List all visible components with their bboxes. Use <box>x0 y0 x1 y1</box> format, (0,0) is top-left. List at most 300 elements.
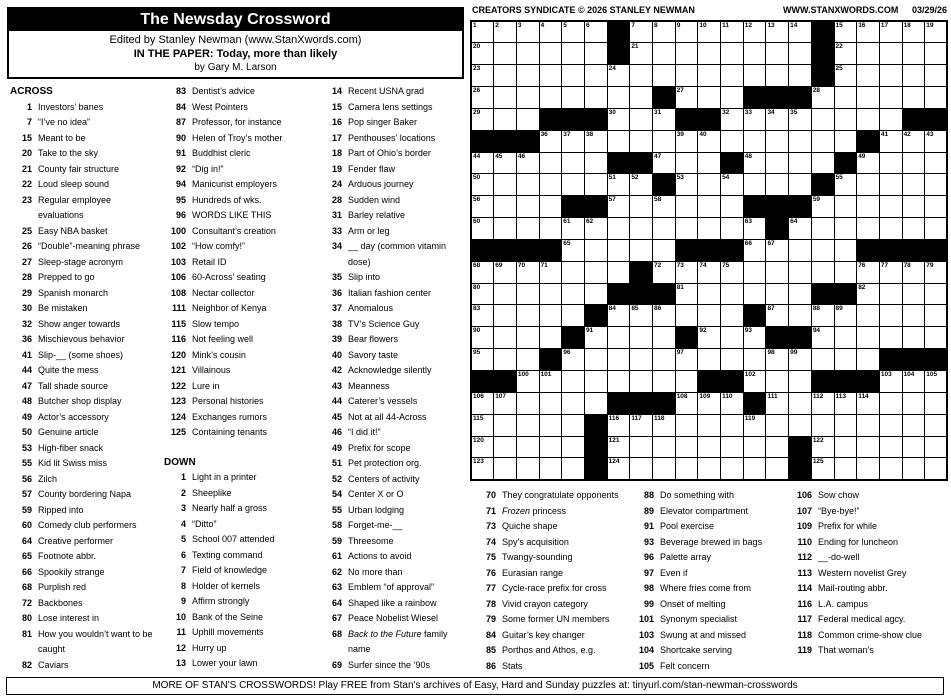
grid-cell[interactable] <box>698 392 721 414</box>
grid-cell[interactable] <box>879 130 902 152</box>
grid-cell[interactable] <box>857 21 880 43</box>
grid-cell[interactable] <box>766 392 789 414</box>
grid-cell[interactable] <box>743 436 766 458</box>
grid-cell[interactable] <box>925 458 948 480</box>
grid-cell[interactable] <box>471 349 494 371</box>
grid-cell[interactable] <box>516 261 539 283</box>
grid-cell[interactable] <box>879 152 902 174</box>
grid-cell[interactable] <box>630 130 653 152</box>
grid-cell[interactable] <box>698 436 721 458</box>
grid-cell[interactable] <box>902 371 925 393</box>
grid-cell[interactable] <box>766 414 789 436</box>
grid-cell[interactable] <box>653 305 676 327</box>
grid-cell[interactable] <box>925 261 948 283</box>
grid-cell[interactable] <box>811 87 834 109</box>
grid-cell[interactable] <box>562 436 585 458</box>
grid-cell[interactable] <box>925 21 948 43</box>
grid-cell[interactable] <box>857 261 880 283</box>
grid-cell[interactable] <box>698 349 721 371</box>
grid-cell[interactable] <box>675 392 698 414</box>
grid-cell[interactable] <box>607 130 630 152</box>
grid-cell[interactable] <box>562 458 585 480</box>
grid-cell[interactable] <box>584 152 607 174</box>
grid-cell[interactable] <box>721 218 744 240</box>
grid-cell[interactable] <box>516 65 539 87</box>
grid-cell[interactable] <box>789 108 812 130</box>
grid-cell[interactable] <box>721 436 744 458</box>
grid-cell[interactable] <box>721 65 744 87</box>
grid-cell[interactable] <box>857 458 880 480</box>
grid-cell[interactable] <box>789 239 812 261</box>
grid-cell[interactable] <box>653 327 676 349</box>
grid-cell[interactable] <box>653 43 676 65</box>
grid-cell[interactable] <box>925 392 948 414</box>
grid-cell[interactable] <box>925 43 948 65</box>
grid-cell[interactable] <box>857 43 880 65</box>
grid-cell[interactable] <box>902 65 925 87</box>
grid-cell[interactable] <box>607 327 630 349</box>
grid-cell[interactable] <box>584 21 607 43</box>
grid-cell[interactable] <box>902 21 925 43</box>
grid-cell[interactable] <box>675 349 698 371</box>
grid-cell[interactable] <box>607 239 630 261</box>
grid-cell[interactable] <box>584 327 607 349</box>
grid-cell[interactable] <box>902 218 925 240</box>
grid-cell[interactable] <box>698 458 721 480</box>
grid-cell[interactable] <box>698 65 721 87</box>
grid-cell[interactable] <box>630 305 653 327</box>
grid-cell[interactable] <box>607 65 630 87</box>
grid-cell[interactable] <box>675 43 698 65</box>
grid-cell[interactable] <box>834 21 857 43</box>
grid-cell[interactable] <box>721 87 744 109</box>
grid-cell[interactable] <box>562 239 585 261</box>
grid-cell[interactable] <box>516 305 539 327</box>
grid-cell[interactable] <box>766 174 789 196</box>
grid-cell[interactable] <box>902 327 925 349</box>
grid-cell[interactable] <box>789 218 812 240</box>
grid-cell[interactable] <box>902 305 925 327</box>
grid-cell[interactable] <box>743 327 766 349</box>
grid-cell[interactable] <box>630 196 653 218</box>
grid-cell[interactable] <box>562 152 585 174</box>
grid-cell[interactable] <box>675 130 698 152</box>
grid-cell[interactable] <box>675 305 698 327</box>
grid-cell[interactable] <box>857 327 880 349</box>
grid-cell[interactable] <box>857 436 880 458</box>
grid-cell[interactable] <box>834 87 857 109</box>
grid-cell[interactable] <box>471 261 494 283</box>
grid-cell[interactable] <box>834 261 857 283</box>
grid-cell[interactable] <box>471 218 494 240</box>
grid-cell[interactable] <box>584 130 607 152</box>
grid-cell[interactable] <box>789 21 812 43</box>
grid-cell[interactable] <box>698 174 721 196</box>
grid-cell[interactable] <box>494 108 517 130</box>
grid-cell[interactable] <box>857 305 880 327</box>
grid-cell[interactable] <box>811 327 834 349</box>
grid-cell[interactable] <box>607 218 630 240</box>
grid-cell[interactable] <box>834 174 857 196</box>
grid-cell[interactable] <box>834 108 857 130</box>
grid-cell[interactable] <box>811 458 834 480</box>
grid-cell[interactable] <box>539 458 562 480</box>
grid-cell[interactable] <box>925 174 948 196</box>
grid-cell[interactable] <box>630 327 653 349</box>
grid-cell[interactable] <box>857 87 880 109</box>
grid-cell[interactable] <box>607 436 630 458</box>
grid-cell[interactable] <box>902 196 925 218</box>
grid-cell[interactable] <box>539 218 562 240</box>
grid-cell[interactable] <box>653 152 676 174</box>
grid-cell[interactable] <box>607 458 630 480</box>
grid-cell[interactable] <box>607 305 630 327</box>
grid-cell[interactable] <box>471 436 494 458</box>
grid-cell[interactable] <box>925 414 948 436</box>
grid-cell[interactable] <box>879 218 902 240</box>
grid-cell[interactable] <box>902 87 925 109</box>
grid-cell[interactable] <box>516 218 539 240</box>
grid-cell[interactable] <box>902 458 925 480</box>
grid-cell[interactable] <box>811 130 834 152</box>
grid-cell[interactable] <box>675 261 698 283</box>
grid-cell[interactable] <box>516 152 539 174</box>
grid-cell[interactable] <box>879 21 902 43</box>
grid-cell[interactable] <box>925 371 948 393</box>
grid-cell[interactable] <box>721 327 744 349</box>
grid-cell[interactable] <box>494 152 517 174</box>
grid-cell[interactable] <box>902 43 925 65</box>
grid-cell[interactable] <box>721 283 744 305</box>
grid-cell[interactable] <box>607 196 630 218</box>
grid-cell[interactable] <box>834 218 857 240</box>
grid-cell[interactable] <box>721 414 744 436</box>
grid-cell[interactable] <box>494 43 517 65</box>
grid-cell[interactable] <box>562 21 585 43</box>
grid-cell[interactable] <box>879 414 902 436</box>
grid-cell[interactable] <box>653 65 676 87</box>
grid-cell[interactable] <box>857 283 880 305</box>
grid-cell[interactable] <box>471 21 494 43</box>
grid-cell[interactable] <box>494 458 517 480</box>
grid-cell[interactable] <box>675 436 698 458</box>
grid-cell[interactable] <box>584 174 607 196</box>
grid-cell[interactable] <box>471 327 494 349</box>
grid-cell[interactable] <box>743 218 766 240</box>
grid-cell[interactable] <box>516 108 539 130</box>
grid-cell[interactable] <box>675 283 698 305</box>
grid-cell[interactable] <box>584 349 607 371</box>
grid-cell[interactable] <box>698 87 721 109</box>
grid-cell[interactable] <box>607 87 630 109</box>
grid-cell[interactable] <box>494 414 517 436</box>
grid-cell[interactable] <box>471 458 494 480</box>
grid-cell[interactable] <box>834 305 857 327</box>
grid-cell[interactable] <box>879 436 902 458</box>
grid-cell[interactable] <box>471 43 494 65</box>
grid-cell[interactable] <box>584 261 607 283</box>
grid-cell[interactable] <box>675 218 698 240</box>
grid-cell[interactable] <box>539 371 562 393</box>
grid-cell[interactable] <box>516 174 539 196</box>
grid-cell[interactable] <box>721 108 744 130</box>
grid-cell[interactable] <box>789 305 812 327</box>
grid-cell[interactable] <box>698 21 721 43</box>
grid-cell[interactable] <box>743 283 766 305</box>
grid-cell[interactable] <box>675 458 698 480</box>
grid-cell[interactable] <box>562 43 585 65</box>
grid-cell[interactable] <box>879 174 902 196</box>
grid-cell[interactable] <box>743 349 766 371</box>
grid-cell[interactable] <box>925 65 948 87</box>
grid-cell[interactable] <box>494 436 517 458</box>
grid-cell[interactable] <box>539 87 562 109</box>
grid-cell[interactable] <box>516 392 539 414</box>
grid-cell[interactable] <box>471 174 494 196</box>
grid-cell[interactable] <box>766 349 789 371</box>
grid-cell[interactable] <box>607 414 630 436</box>
grid-cell[interactable] <box>857 414 880 436</box>
grid-cell[interactable] <box>925 130 948 152</box>
grid-cell[interactable] <box>879 196 902 218</box>
grid-cell[interactable] <box>584 283 607 305</box>
grid-cell[interactable] <box>811 261 834 283</box>
grid-cell[interactable] <box>857 65 880 87</box>
grid-cell[interactable] <box>607 349 630 371</box>
grid-cell[interactable] <box>584 218 607 240</box>
grid-cell[interactable] <box>743 458 766 480</box>
grid-cell[interactable] <box>516 349 539 371</box>
grid-cell[interactable] <box>857 392 880 414</box>
grid-cell[interactable] <box>721 458 744 480</box>
grid-cell[interactable] <box>766 239 789 261</box>
grid-cell[interactable] <box>879 283 902 305</box>
grid-cell[interactable] <box>834 327 857 349</box>
grid-cell[interactable] <box>584 239 607 261</box>
grid-cell[interactable] <box>834 436 857 458</box>
grid-cell[interactable] <box>630 458 653 480</box>
grid-cell[interactable] <box>698 305 721 327</box>
grid-cell[interactable] <box>653 371 676 393</box>
grid-cell[interactable] <box>925 283 948 305</box>
grid-cell[interactable] <box>766 436 789 458</box>
grid-cell[interactable] <box>698 414 721 436</box>
grid-cell[interactable] <box>516 87 539 109</box>
grid-cell[interactable] <box>675 152 698 174</box>
grid-cell[interactable] <box>698 261 721 283</box>
grid-cell[interactable] <box>811 152 834 174</box>
grid-cell[interactable] <box>653 349 676 371</box>
grid-cell[interactable] <box>743 152 766 174</box>
grid-cell[interactable] <box>653 458 676 480</box>
grid-cell[interactable] <box>925 218 948 240</box>
grid-cell[interactable] <box>516 327 539 349</box>
grid-cell[interactable] <box>857 218 880 240</box>
grid-cell[interactable] <box>653 196 676 218</box>
grid-cell[interactable] <box>539 327 562 349</box>
grid-cell[interactable] <box>879 305 902 327</box>
grid-cell[interactable] <box>811 414 834 436</box>
grid-cell[interactable] <box>766 261 789 283</box>
grid-cell[interactable] <box>494 392 517 414</box>
grid-cell[interactable] <box>516 436 539 458</box>
grid-cell[interactable] <box>925 327 948 349</box>
grid-cell[interactable] <box>494 261 517 283</box>
grid-cell[interactable] <box>902 392 925 414</box>
grid-cell[interactable] <box>562 174 585 196</box>
grid-cell[interactable] <box>653 239 676 261</box>
grid-cell[interactable] <box>902 152 925 174</box>
grid-cell[interactable] <box>516 43 539 65</box>
grid-cell[interactable] <box>539 21 562 43</box>
grid-cell[interactable] <box>653 414 676 436</box>
grid-cell[interactable] <box>925 196 948 218</box>
grid-cell[interactable] <box>539 305 562 327</box>
grid-cell[interactable] <box>653 436 676 458</box>
grid-cell[interactable] <box>630 43 653 65</box>
grid-cell[interactable] <box>516 371 539 393</box>
grid-cell[interactable] <box>834 196 857 218</box>
grid-cell[interactable] <box>721 392 744 414</box>
grid-cell[interactable] <box>653 21 676 43</box>
grid-cell[interactable] <box>562 305 585 327</box>
grid-cell[interactable] <box>721 174 744 196</box>
grid-cell[interactable] <box>721 196 744 218</box>
grid-cell[interactable] <box>789 65 812 87</box>
grid-cell[interactable] <box>789 130 812 152</box>
grid-cell[interactable] <box>675 371 698 393</box>
grid-cell[interactable] <box>811 392 834 414</box>
grid-cell[interactable] <box>721 43 744 65</box>
grid-cell[interactable] <box>630 414 653 436</box>
grid-cell[interactable] <box>494 305 517 327</box>
grid-cell[interactable] <box>471 392 494 414</box>
grid-cell[interactable] <box>562 261 585 283</box>
grid-cell[interactable] <box>698 130 721 152</box>
grid-cell[interactable] <box>857 349 880 371</box>
grid-cell[interactable] <box>607 371 630 393</box>
grid-cell[interactable] <box>539 392 562 414</box>
grid-cell[interactable] <box>743 261 766 283</box>
grid-cell[interactable] <box>766 371 789 393</box>
grid-cell[interactable] <box>766 283 789 305</box>
grid-cell[interactable] <box>879 327 902 349</box>
grid-cell[interactable] <box>743 414 766 436</box>
grid-cell[interactable] <box>789 152 812 174</box>
grid-cell[interactable] <box>675 196 698 218</box>
grid-cell[interactable] <box>902 130 925 152</box>
grid-cell[interactable] <box>562 218 585 240</box>
grid-cell[interactable] <box>539 261 562 283</box>
grid-cell[interactable] <box>584 371 607 393</box>
grid-cell[interactable] <box>834 392 857 414</box>
grid-cell[interactable] <box>766 458 789 480</box>
grid-cell[interactable] <box>539 174 562 196</box>
grid-cell[interactable] <box>766 130 789 152</box>
grid-cell[interactable] <box>539 196 562 218</box>
grid-cell[interactable] <box>789 414 812 436</box>
grid-cell[interactable] <box>834 349 857 371</box>
grid-cell[interactable] <box>766 21 789 43</box>
grid-cell[interactable] <box>653 108 676 130</box>
grid-cell[interactable] <box>721 21 744 43</box>
grid-cell[interactable] <box>516 196 539 218</box>
grid-cell[interactable] <box>902 283 925 305</box>
grid-cell[interactable] <box>562 65 585 87</box>
grid-cell[interactable] <box>675 65 698 87</box>
grid-cell[interactable] <box>766 43 789 65</box>
grid-cell[interactable] <box>902 261 925 283</box>
grid-cell[interactable] <box>516 21 539 43</box>
grid-cell[interactable] <box>811 108 834 130</box>
grid-cell[interactable] <box>857 152 880 174</box>
grid-cell[interactable] <box>630 65 653 87</box>
grid-cell[interactable] <box>879 87 902 109</box>
grid-cell[interactable] <box>471 152 494 174</box>
grid-cell[interactable] <box>471 283 494 305</box>
grid-cell[interactable] <box>653 130 676 152</box>
grid-cell[interactable] <box>630 218 653 240</box>
grid-cell[interactable] <box>562 371 585 393</box>
grid-cell[interactable] <box>879 65 902 87</box>
grid-cell[interactable] <box>925 436 948 458</box>
grid-cell[interactable] <box>766 65 789 87</box>
grid-cell[interactable] <box>743 65 766 87</box>
grid-cell[interactable] <box>766 152 789 174</box>
grid-cell[interactable] <box>471 305 494 327</box>
grid-cell[interactable] <box>698 43 721 65</box>
grid-cell[interactable] <box>584 87 607 109</box>
grid-cell[interactable] <box>857 174 880 196</box>
grid-cell[interactable] <box>494 327 517 349</box>
grid-cell[interactable] <box>539 130 562 152</box>
grid-cell[interactable] <box>675 87 698 109</box>
grid-cell[interactable] <box>494 196 517 218</box>
grid-cell[interactable] <box>630 108 653 130</box>
grid-cell[interactable] <box>743 21 766 43</box>
grid-cell[interactable] <box>471 196 494 218</box>
grid-cell[interactable] <box>607 261 630 283</box>
grid-cell[interactable] <box>811 218 834 240</box>
grid-cell[interactable] <box>698 152 721 174</box>
grid-cell[interactable] <box>675 414 698 436</box>
grid-cell[interactable] <box>675 21 698 43</box>
grid-cell[interactable] <box>653 261 676 283</box>
grid-cell[interactable] <box>630 239 653 261</box>
grid-cell[interactable] <box>494 87 517 109</box>
grid-cell[interactable] <box>743 239 766 261</box>
grid-cell[interactable] <box>857 108 880 130</box>
grid-cell[interactable] <box>789 392 812 414</box>
grid-cell[interactable] <box>698 196 721 218</box>
grid-cell[interactable] <box>630 371 653 393</box>
grid-cell[interactable] <box>675 174 698 196</box>
grid-cell[interactable] <box>902 414 925 436</box>
grid-cell[interactable] <box>925 87 948 109</box>
grid-cell[interactable] <box>607 174 630 196</box>
grid-cell[interactable] <box>811 196 834 218</box>
grid-cell[interactable] <box>925 305 948 327</box>
grid-cell[interactable] <box>879 458 902 480</box>
grid-cell[interactable] <box>494 349 517 371</box>
grid-cell[interactable] <box>494 218 517 240</box>
grid-cell[interactable] <box>902 174 925 196</box>
grid-cell[interactable] <box>789 283 812 305</box>
grid-cell[interactable] <box>607 108 630 130</box>
grid-cell[interactable] <box>811 436 834 458</box>
grid-cell[interactable] <box>834 130 857 152</box>
grid-cell[interactable] <box>789 261 812 283</box>
